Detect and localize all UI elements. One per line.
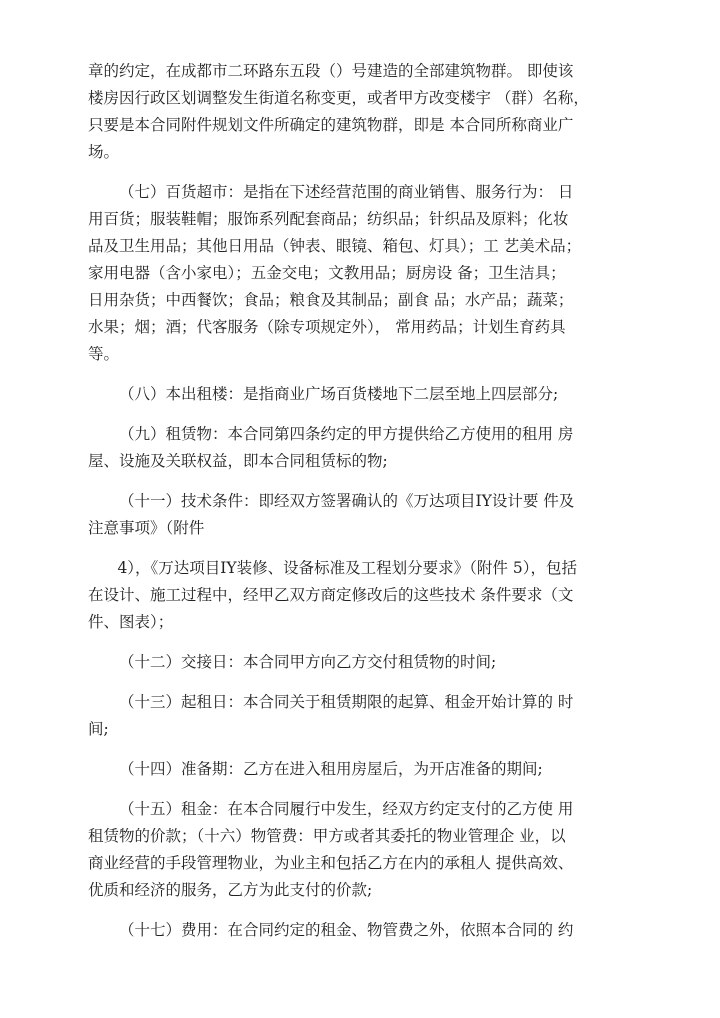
- text-line: 优质和经济的服务，乙方为此支付的价款;: [88, 881, 373, 899]
- text-line: （七）百货超市：是指在下述经营范围的商业销售、服务行为： 日: [119, 183, 574, 201]
- text-line: 楼房因行政区划调整发生街道名称变更，或者甲方改变楼宇 （群）名称，: [88, 89, 589, 107]
- text-line: （十一）技术条件：即经双方签署确认的《万达项目IY设计要 件及: [119, 492, 575, 510]
- paragraph-technical-conditions: [88, 488, 634, 542]
- paragraph-rent-start-date: [88, 689, 634, 743]
- paragraph-department-store: [88, 179, 634, 368]
- text-line: （十三）起租日：本合同关于租赁期限的起算、租金开始计算的 时: [119, 693, 574, 711]
- text-line: （十二）交接日：本合同甲方向乙方交付租赁物的时间;: [119, 653, 497, 671]
- text-line: 件、图表）；: [88, 613, 174, 631]
- text-line: 只要是本合同附件规划文件所确定的建筑物群，即是 本合同所称商业广: [88, 116, 574, 134]
- text-line: 家用电器（含小家电）；五金交电；文教用品；厨房设 备；卫生洁具；: [88, 264, 566, 282]
- paragraph-leased-property: [88, 421, 634, 475]
- text-line: 注意事项》（附件: [88, 519, 205, 537]
- text-line: 品及卫生用品；其他日用品（钟表、眼镜、箱包、灯具）；工 艺美术品；: [88, 237, 582, 255]
- text-line: 用百货；服装鞋帽；服饰系列配套商品；纺织品；针织品及原料；化妆: [88, 210, 569, 228]
- paragraph-preparation-period: [88, 756, 634, 783]
- text-line: 4），《万达项目IY装修、设备标准及工程划分要求》（附件 5），包括: [117, 559, 577, 577]
- text-line: （九）租赁物：本合同第四条约定的甲方提供给乙方使用的租用 房: [119, 425, 574, 443]
- text-line: 水果；烟；酒；代客服务（除专项规定外）， 常用药品；计划生育药具: [88, 318, 566, 336]
- text-line: 屋、设施及关联权益，即本合同租赁标的物;: [88, 452, 388, 470]
- text-line: 租赁物的价款；（十六）物管费：甲方或者其委托的物业管理企 业，以: [88, 827, 566, 845]
- text-line: 等。: [88, 345, 120, 363]
- text-line: （十七）费用：在合同约定的租金、物管费之外，依照本合同的 约: [119, 921, 574, 939]
- paragraph-rent-and-management-fee: [88, 796, 634, 904]
- text-line: 间;: [88, 720, 109, 738]
- paragraph-annex-standards: [88, 555, 634, 636]
- paragraph-handover-date: [88, 649, 634, 676]
- paragraph-fees: [88, 917, 634, 944]
- text-line: 场。: [88, 143, 120, 161]
- text-line: （十四）准备期：乙方在进入租用房屋后，为开店准备的期间;: [119, 760, 543, 778]
- text-line: （十五）租金：在本合同履行中发生，经双方约定支付的乙方使 用: [119, 800, 574, 818]
- text-line: 在设计、施工过程中，经甲乙双方商定修改后的这些技术 条件要求（文: [88, 586, 574, 604]
- text-line: 商业经营的手段管理物业，为业主和包括乙方在内的承租人 提供高效、: [88, 854, 574, 872]
- text-line: 日用杂货；中西餐饮；食品；粮食及其制品；副食 品；水产品；蔬菜；: [88, 291, 574, 309]
- paragraph-building-definition: [88, 58, 634, 166]
- paragraph-rental-building: [88, 381, 634, 408]
- text-line: 章的约定，在成都市二环路东五段（）号建造的全部建筑物群。 即使该: [88, 62, 574, 80]
- text-line: （八）本出租楼：是指商业广场百货楼地下二层至地上四层部分;: [119, 385, 559, 403]
